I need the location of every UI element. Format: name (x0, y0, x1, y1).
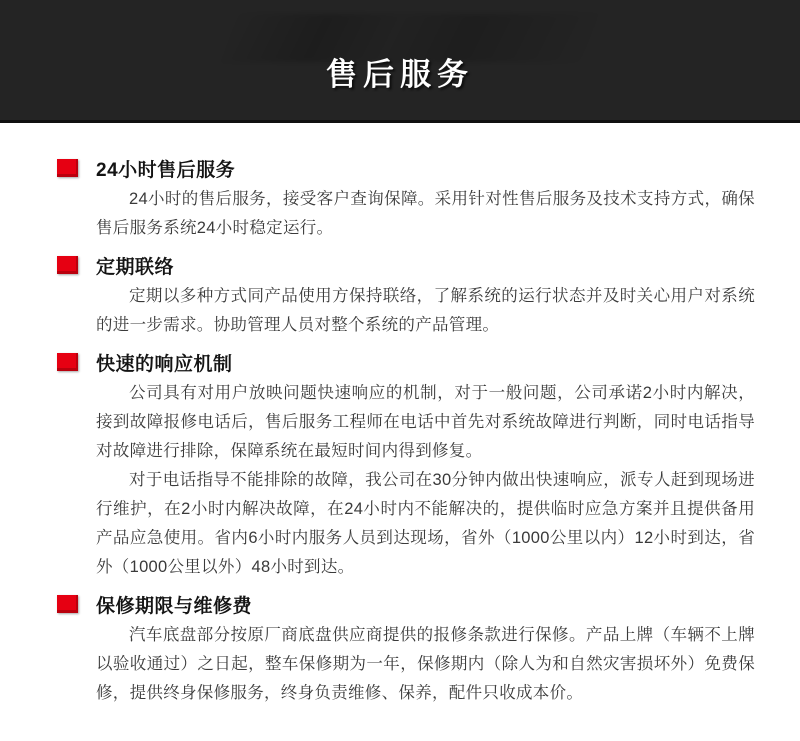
section-paragraph: 24小时的售后服务，接受客户查询保障。采用针对性售后服务及技术支持方式，确保售后服务系统24小时稳定运行。 (96, 190, 755, 237)
red-square-bullet-icon (57, 353, 78, 371)
section-rapid-response (57, 350, 755, 582)
page-header-banner (0, 0, 800, 123)
section-regular-contact (57, 253, 755, 340)
section-heading-row (57, 350, 755, 374)
section-paragraph: 汽车底盘部分按原厂商底盘供应商提供的报修条款进行保修。产品上牌（车辆不上牌以验收通过）之日起，整车保修期为一年，保修期内（除人为和自然灾害损坏外）免费保修，提供终身保修服务，终身负责维修、保养，配件只收成本价。 (96, 626, 755, 702)
section-body (96, 621, 755, 708)
section-body (96, 185, 755, 243)
section-paragraph: 定期以多种方式同产品使用方保持联络，了解系统的运行状态并及时关心用户对系统的进一步需求。协助管理人员对整个系统的产品管理。 (96, 287, 755, 334)
section-heading: 保修期限与维修费 (96, 595, 253, 617)
section-body (96, 282, 755, 340)
section-heading: 24小时售后服务 (96, 159, 236, 181)
section-heading: 快速的响应机制 (96, 353, 233, 375)
section-warranty-fees (57, 592, 755, 708)
section-heading-row (57, 253, 755, 277)
section-paragraph: 对于电话指导不能排除的故障，我公司在30分钟内做出快速响应，派专人赶到现场进行维护，在2小时内解决故障，在24小时内不能解决的，提供临时应急方案并且提供备用产品应急使用。省内6小时内服务人员到达现场，省外（1000公里以内）12小时到达，省外（1000公里以外）48小时到达。 (96, 471, 755, 576)
section-body (96, 379, 755, 582)
section-paragraph: 公司具有对用户放映问题快速响应的机制，对于一般问题，公司承诺2小时内解决，接到故障报修电话后，售后服务工程师在电话中首先对系统故障进行判断，同时电话指导对故障进行排除，保障系统在最短时间内得到修复。 (96, 384, 755, 460)
red-square-bullet-icon (57, 595, 78, 613)
section-heading-row (57, 592, 755, 616)
section-heading-row (57, 156, 755, 180)
page-title: 售后服务 (326, 56, 474, 92)
section-24h-service (57, 156, 755, 243)
section-heading: 定期联络 (96, 256, 175, 278)
content-area (0, 123, 800, 708)
red-square-bullet-icon (57, 256, 78, 274)
red-square-bullet-icon (57, 159, 78, 177)
